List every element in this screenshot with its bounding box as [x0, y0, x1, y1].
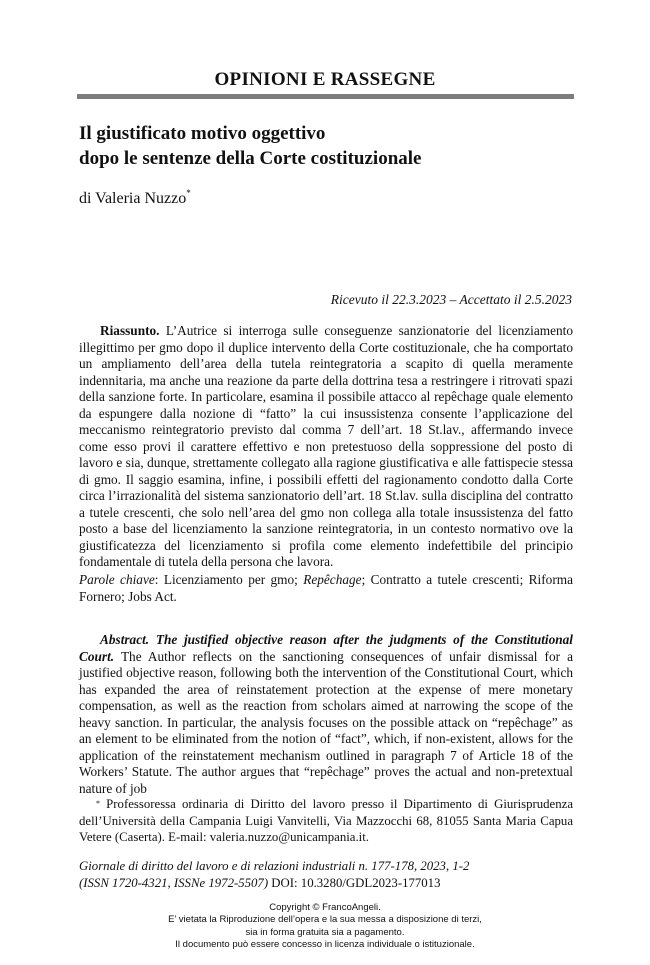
- journal-line-1: [79, 858, 469, 875]
- section-heading: OPINIONI E RASSEGNE: [214, 69, 436, 90]
- riassunto-paragraph: [79, 323, 573, 571]
- received-accepted-dates: Ricevuto il 22.3.2023 – Accettato il 2.5.2023: [330, 292, 572, 307]
- journal-name: Giornale di diritto del lavoro e di relazioni industriali n. 177-178, 2023, 1-2: [79, 859, 470, 873]
- riassunto-label: Riassunto.: [100, 323, 160, 338]
- abstract-paragraph: [79, 632, 573, 797]
- keywords-separator: :: [154, 572, 164, 587]
- copyright-line-2: E’ vietata la Riproduzione dell’opera e la sua messa a disposizione di terzi,: [168, 914, 482, 926]
- journal-line-2: [79, 875, 469, 892]
- author-byline: [79, 190, 191, 208]
- author-footnote-mark: *: [186, 188, 191, 198]
- journal-citation: [79, 858, 469, 891]
- keywords-text-1: Licenziamento per gmo;: [163, 572, 304, 587]
- footnote-mark: *: [96, 799, 100, 808]
- keywords-label: Parole chiave: [79, 572, 155, 587]
- author-footnote: [79, 796, 573, 846]
- footnote-text: Professoressa ordinaria di Diritto del lavoro presso il Dipartimento di Giurisprudenza dell’Università della Campania Luigi Vanvitelli, Via Mazzocchi 68, 81055 Santa Maria Capua Vetere (Caserta). E-mail: valeria.nuzzo@unicampania.it.: [79, 797, 573, 844]
- journal-doi: DOI: 10.3280/GDL2023-177013: [268, 875, 441, 890]
- keywords-text-2: ; Contratto a tutele crescenti; Riforma Fornero; Jobs Act.: [79, 572, 573, 604]
- keywords-paragraph: [79, 572, 573, 605]
- keywords-italic-word: Repêchage: [303, 572, 362, 587]
- abstract-text: The Author reflects on the sanctioning consequences of unfair dismissal for a justified objective reason, following both the intervention of the Constitutional Court, which has expanded the area of reinstatement protection at the expense of mere monetary compensation, as well as the reaction from scholars aimed at narrowing the scope of the heavy sanction. In particular, the analysis focuses on the possible attack on “repêchage” as an element to be eliminated from the notion of “fact”, which, if non-existent, allows for the application of the reinstatement mechanism outlined in paragraph 7 of Article 18 of the Workers’ Statute. The author argues that “repêchage” proves the actual and non-pretextual nature of job: [79, 648, 573, 796]
- journal-issn: (ISSN 1720-4321, ISSNe 1972-5507): [79, 875, 269, 890]
- article-title-line-1: Il giustificato motivo oggettivo: [79, 123, 326, 144]
- copyright-notice: [0, 902, 650, 951]
- copyright-line-4: Il documento può essere concesso in licenza individuale o istituzionale.: [175, 938, 475, 950]
- abstract-label: Abstract. The justified objective reason after the judgments of the Constitutional Court.: [79, 632, 573, 664]
- copyright-line-1: Copyright © FrancoAngeli.: [269, 902, 381, 913]
- article-title: [79, 121, 421, 171]
- author-name: di Valeria Nuzzo: [79, 190, 187, 207]
- header-rule: [77, 94, 574, 99]
- copyright-line-3: sia in forma gratuita sia a pagamento.: [245, 926, 405, 938]
- article-title-line-2: dopo le sentenze della Corte costituzionale: [79, 148, 422, 169]
- riassunto-text: L’Autrice si interroga sulle conseguenze sanzionatorie del licenziamento illegittimo per gmo dopo il duplice intervento della Corte costituzionale, che ha comportato un ampliamento dell’area della tutela reintegratoria a scapito di quella meramente indennitaria, ma anche una reazione da parte della dottrina tesa a restringere i ritrovati spazi della sanzione forte. In particolare, esamina il possibile attacco al repêchage quale elemento da espungere dalla nozione di “fatto” la cui insussistenza consente l’applicazione del meccanismo reintegratorio previsto dal comma 7 dell’art. 18 St.lav., affermando invece come esso provi il carattere effettivo e non pretestuoso della soppressione del posto di lavoro e sia, dunque, strettamente collegato alla ragione giustificativa e alle fattispecie stessa di gmo. Il saggio esamina, infine, i possibili effetti del ragionamento condotto dalla Corte circa l’irrazionalità del sistema sanzionatorio dell’art. 18 St.lav. sulla disciplina del contratto a tutele crescenti, che solo nell’area del gmo non collega alla totale insussistenza del fatto posto a base del licenziamento la sanzione reintegratoria, in un contesto normativo ove la giustificatezza del licenziamento si profila come elemento indefettibile del principio fondamentale di tutela della persona che lavora.: [79, 323, 574, 569]
